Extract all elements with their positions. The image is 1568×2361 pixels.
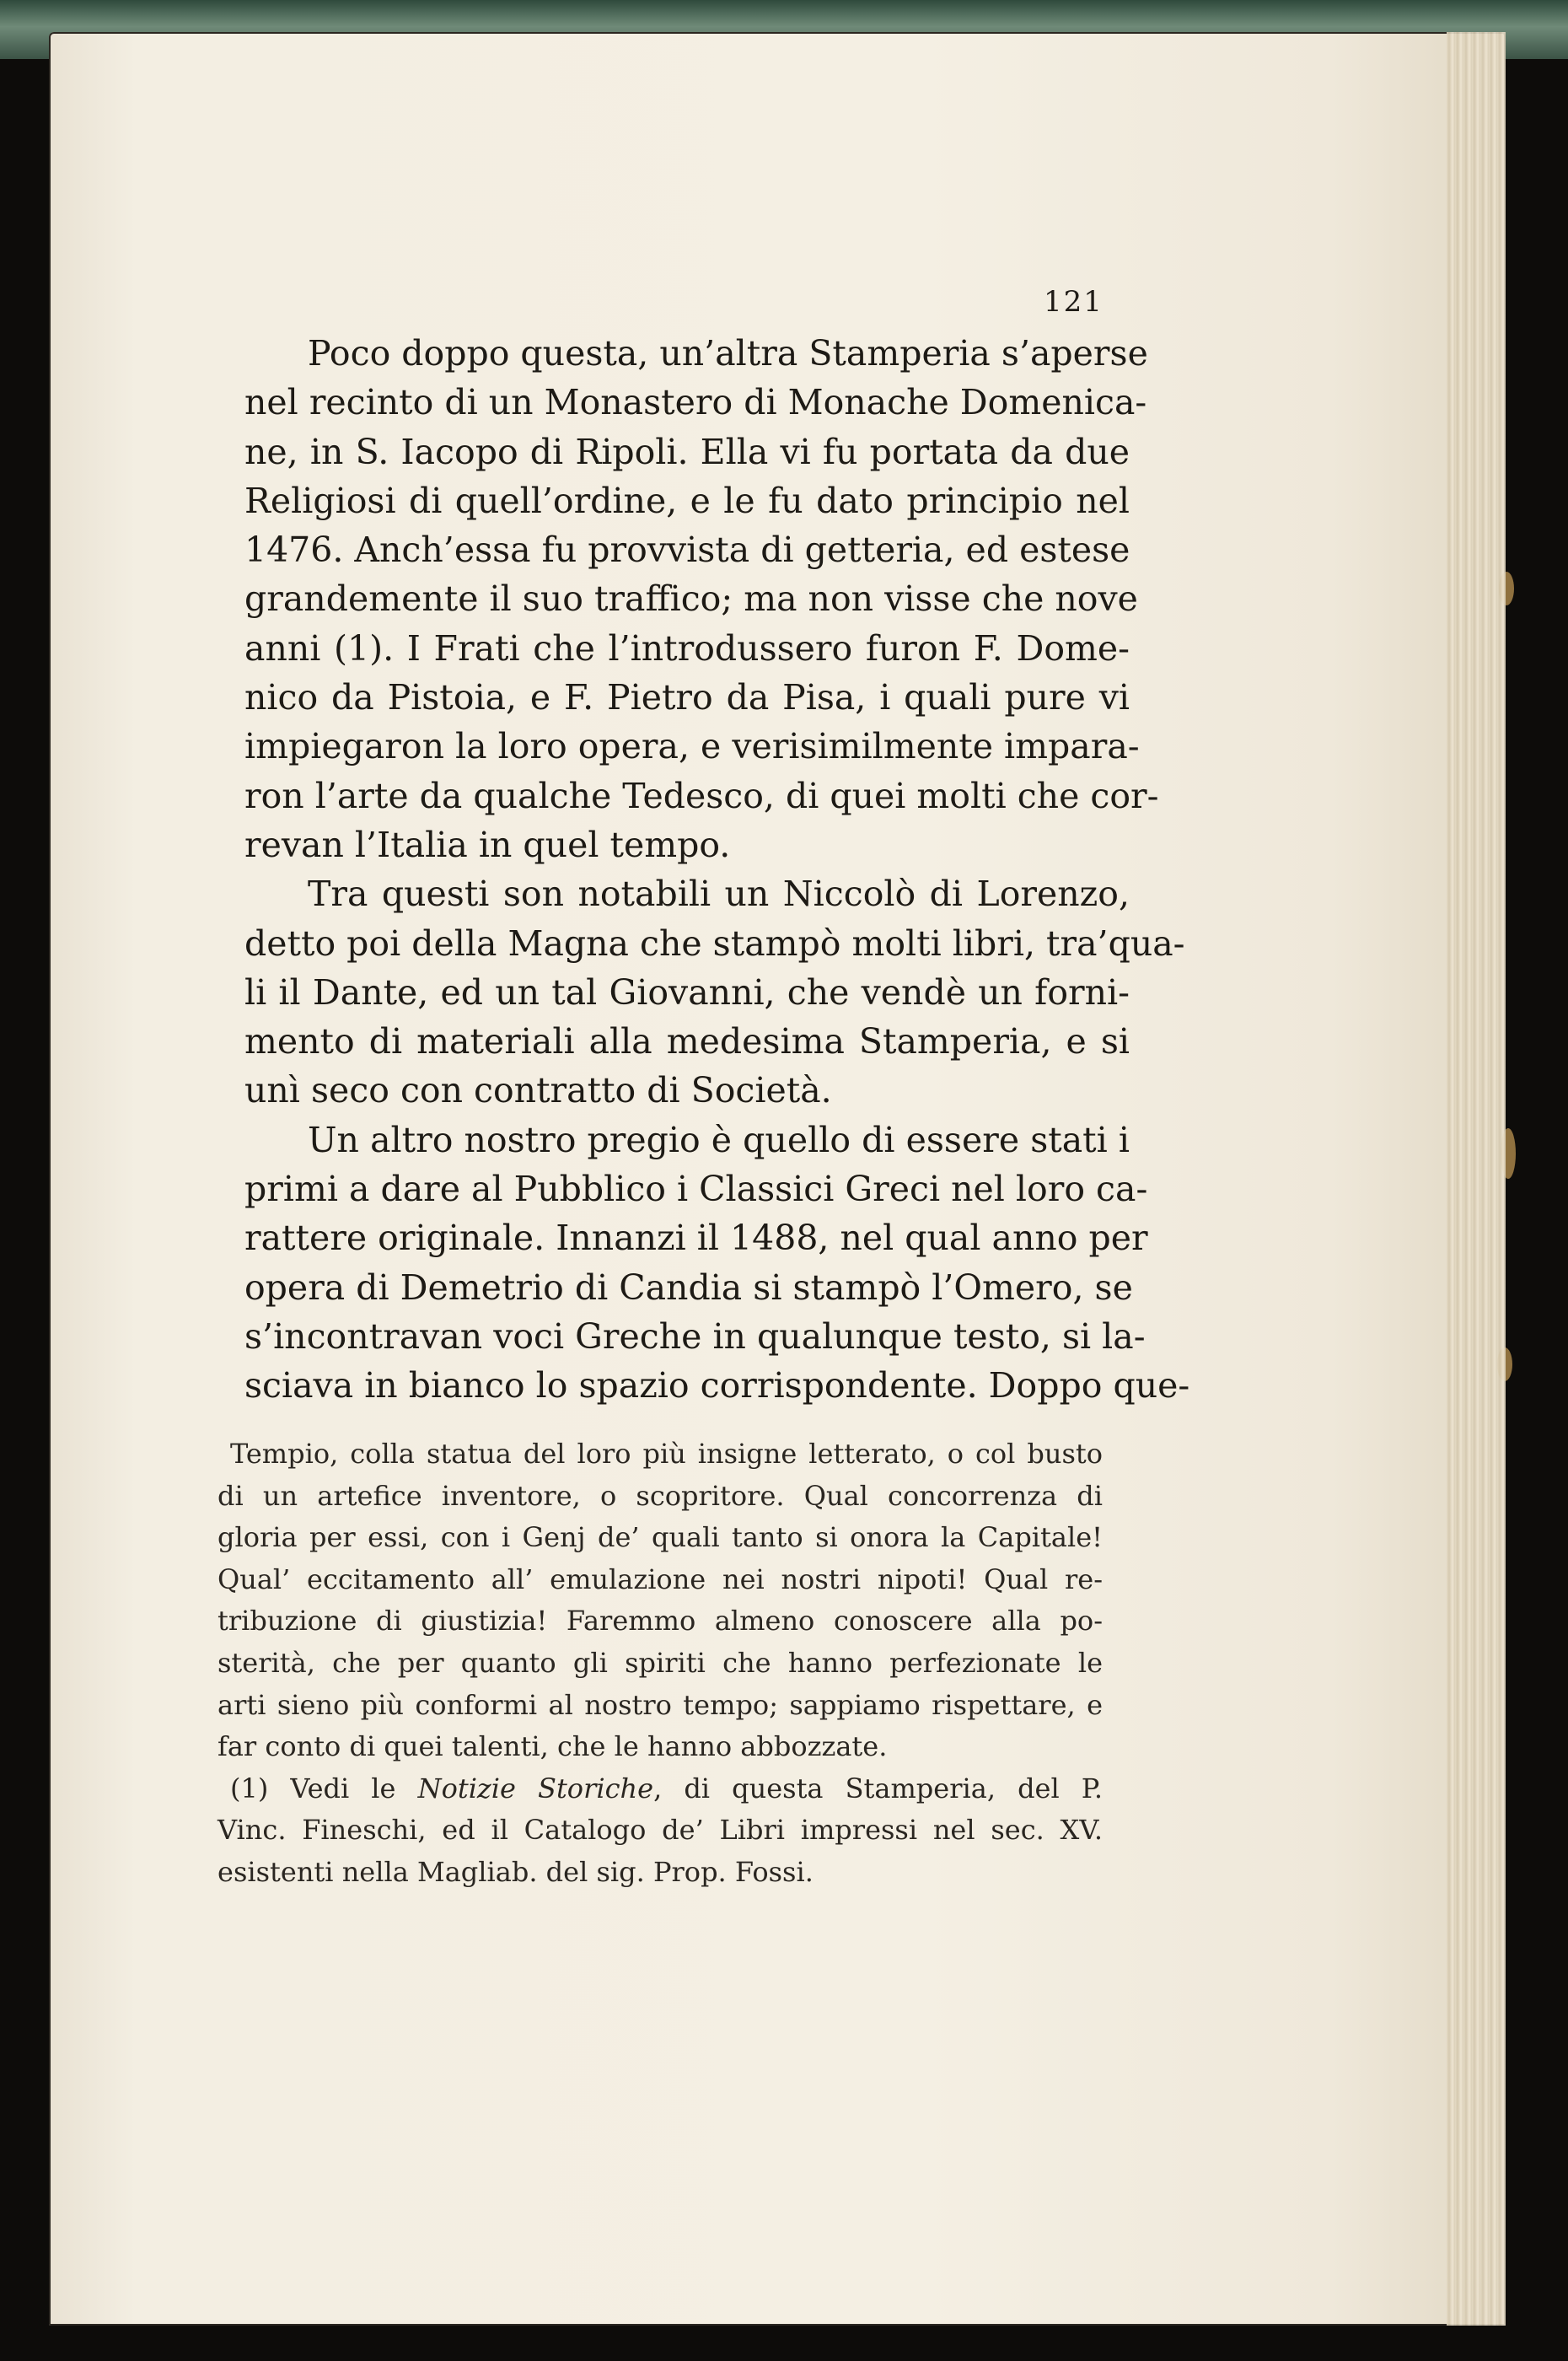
footnote-1-line: Vinc. Fineschi, ed il Catalogo de’ Libri impressi nel sec. XV. bbox=[217, 1814, 1103, 1847]
footnote-line: far conto di quei talenti, che le hanno abbozzate. bbox=[217, 1730, 888, 1763]
text-line: impiegaron la loro opera, e verisimilmente impara- bbox=[244, 726, 1140, 767]
footnote-1-title: Notizie Storiche bbox=[417, 1772, 654, 1804]
footnotes bbox=[217, 1433, 1103, 1894]
footnote-line: Tempio, colla statua del loro più insigne letterato, o col busto bbox=[230, 1438, 1103, 1470]
text-line: ne, in S. Iacopo di Ripoli. Ella vi fu portata da due bbox=[244, 431, 1130, 472]
text-line: mento di materiali alla medesima Stamperia, e si bbox=[244, 1021, 1130, 1062]
text-line: anni (1). I Frati che l’introdussero furon F. Dome- bbox=[244, 627, 1130, 669]
footnote-line: Qual’ eccitamento all’ emulazione nei nostri nipoti! Qual re- bbox=[217, 1562, 1103, 1595]
footnote-1-tail: , di questa Stamperia, del P. bbox=[653, 1772, 1104, 1804]
footnote-line: arti sieno più conformi al nostro tempo; sappiamo rispettare, e bbox=[217, 1688, 1103, 1721]
text-line: 1476. Anch’essa fu provvista di getteria, ed estese bbox=[244, 530, 1130, 571]
text-line: unì seco con contratto di Società. bbox=[244, 1070, 832, 1111]
text-line: revan l’Italia in quel tempo. bbox=[244, 824, 731, 865]
text-line: nel recinto di un Monastero di Monache Domenica- bbox=[244, 382, 1147, 423]
text-line: sciava in bianco lo spazio corrispondente. Doppo que- bbox=[244, 1365, 1190, 1406]
text-line: rattere originale. Innanzi il 1488, nel qual anno per bbox=[244, 1218, 1148, 1259]
footnote-line: di un artefice inventore, o scopritore. Qual concorrenza di bbox=[217, 1479, 1103, 1512]
foxing-spot bbox=[1499, 572, 1514, 605]
text-line: Poco doppo questa, un’altra Stamperia s’aperse bbox=[308, 333, 1148, 374]
page-number: 121 bbox=[1044, 285, 1104, 319]
text-line: ron l’arte da qualche Tedesco, di quei molti che cor- bbox=[244, 775, 1159, 816]
text-line: li il Dante, ed un tal Giovanni, che vendè un forni- bbox=[244, 971, 1130, 1013]
foxing-spot bbox=[1501, 1128, 1516, 1179]
footnote-1-line bbox=[217, 1768, 1103, 1810]
text-line: Religiosi di quell’ordine, e le fu dato principio nel bbox=[244, 480, 1130, 521]
text-line: Tra questi son notabili un Niccolò di Lorenzo, bbox=[308, 874, 1130, 915]
text-line: Un altro nostro pregio è quello di essere stati i bbox=[308, 1119, 1130, 1160]
text-line: grandemente il suo traffico; ma non visse che nove bbox=[244, 578, 1138, 620]
footnote-line: tribuzione di giustizia! Faremmo almeno conoscere alla po- bbox=[217, 1605, 1103, 1638]
text-line: nico da Pistoia, e F. Pietro da Pisa, i quali pure vi bbox=[244, 677, 1130, 718]
text-line: opera di Demetrio di Candia si stampò l’Omero, se bbox=[244, 1267, 1133, 1308]
footnote-line: gloria per essi, con i Genj de’ quali tanto si onora la Capitale! bbox=[217, 1521, 1103, 1554]
text-line: primi a dare al Pubblico i Classici Greci nel loro ca- bbox=[244, 1169, 1148, 1210]
footnote-line: sterità, che per quanto gli spiriti che hanno perfezionate le bbox=[217, 1646, 1103, 1679]
text-line: detto poi della Magna che stampò molti libri, tra’qua- bbox=[244, 922, 1185, 964]
footnote-1-lead: (1) Vedi le bbox=[230, 1772, 418, 1804]
foxing-spot bbox=[1497, 1347, 1512, 1381]
footnote-1-line: esistenti nella Magliab. del sig. Prop. Fossi. bbox=[217, 1855, 814, 1888]
text-line: s’incontravan voci Greche in qualunque testo, si la- bbox=[244, 1315, 1146, 1357]
body-text bbox=[244, 329, 1190, 1411]
